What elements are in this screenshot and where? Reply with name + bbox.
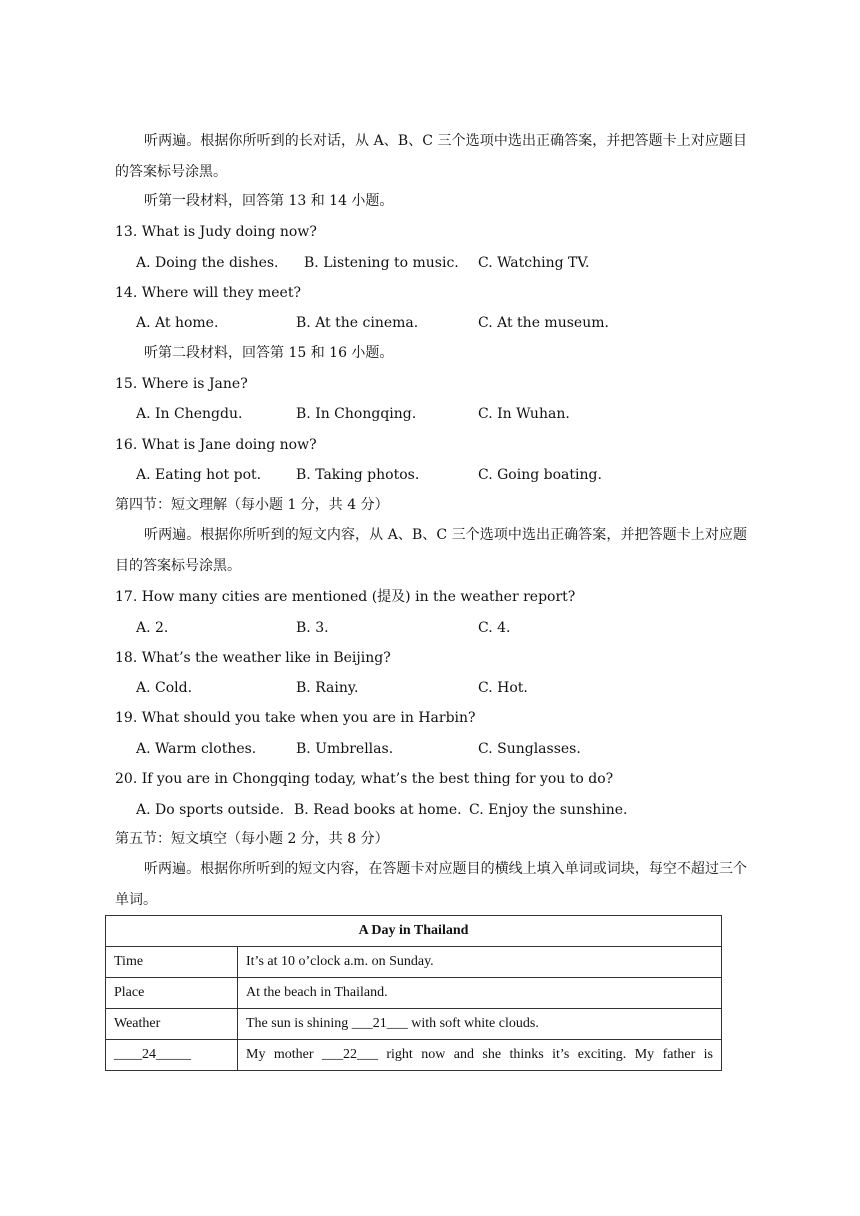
option-a: A. Cold.: [136, 680, 193, 696]
option-b: B. Taking photos.: [296, 467, 420, 483]
section4-instruction: 听两遍。根据你所听到的短文内容，从 A、B、C 三个选项中选出正确答案，并把答题卡上对应题目的答案标号涂黑。: [115, 527, 747, 574]
question-stem: 14. Where will they meet?: [115, 285, 301, 301]
option-c: C. Watching TV.: [478, 255, 590, 271]
table-row: [106, 947, 722, 978]
row-label-blank: ____24_____: [106, 1040, 238, 1071]
option-c: C. 4.: [478, 620, 511, 636]
option-b: B. Listening to music.: [304, 255, 459, 271]
option-a: A. At home.: [136, 315, 219, 331]
option-c: C. Going boating.: [478, 467, 602, 483]
option-a: A. Do sports outside.: [136, 802, 285, 818]
question-stem: 20. If you are in Chongqing today, what’s the best thing for you to do?: [115, 771, 614, 787]
table-row: [106, 1009, 722, 1040]
table-title: A Day in Thailand: [106, 916, 722, 947]
question-stem: 19. What should you take when you are in Harbin?: [115, 710, 476, 726]
question-stem: 17. How many cities are mentioned (提及) in the weather report?: [115, 589, 576, 605]
option-a: A. 2.: [136, 620, 169, 636]
row-label: Place: [106, 978, 238, 1009]
option-c: C. At the museum.: [478, 315, 609, 331]
option-b: B. 3.: [296, 620, 329, 636]
passage2-intro: 听第二段材料，回答第 15 和 16 小题。: [144, 345, 394, 361]
passage1-intro: 听第一段材料，回答第 13 和 14 小题。: [144, 193, 394, 209]
row-value: My mother ___22___ right now and she thinks it’s exciting. My father is: [238, 1040, 722, 1071]
option-b: B. Read books at home.: [294, 802, 462, 818]
option-b: B. At the cinema.: [296, 315, 419, 331]
option-a: A. Warm clothes.: [136, 741, 257, 757]
option-c: C. Hot.: [478, 680, 528, 696]
section5-instruction: 听两遍。根据你所听到的短文内容，在答题卡对应题目的横线上填入单词或词块，每空不超过三个单词。: [115, 861, 747, 908]
table-row: [106, 1040, 722, 1071]
option-b: B. Umbrellas.: [296, 741, 394, 757]
option-b: B. In Chongqing.: [296, 406, 417, 422]
row-value: At the beach in Thailand.: [238, 978, 722, 1009]
row-label: Weather: [106, 1009, 238, 1040]
question-stem: 18. What’s the weather like in Beijing?: [115, 650, 391, 666]
option-a: A. Eating hot pot.: [136, 467, 262, 483]
info-table: [105, 915, 722, 1071]
section3-instruction: 听两遍。根据你所听到的长对话，从 A、B、C 三个选项中选出正确答案，并把答题卡上对应题目的答案标号涂黑。: [115, 133, 747, 180]
row-value: The sun is shining ___21___ with soft white clouds.: [238, 1009, 722, 1040]
option-a: A. Doing the dishes.: [136, 255, 279, 271]
option-a: A. In Chengdu.: [136, 406, 243, 422]
row-label: Time: [106, 947, 238, 978]
option-c: C. Enjoy the sunshine.: [469, 802, 628, 818]
table-title-row: [106, 916, 722, 947]
option-b: B. Rainy.: [296, 680, 359, 696]
section4-heading: 第四节：短文理解（每小题 1 分，共 4 分）: [115, 497, 389, 513]
question-stem: 13. What is Judy doing now?: [115, 224, 317, 240]
option-c: C. In Wuhan.: [478, 406, 570, 422]
option-c: C. Sunglasses.: [478, 741, 581, 757]
table-row: [106, 978, 722, 1009]
question-stem: 15. Where is Jane?: [115, 376, 248, 392]
section5-heading: 第五节：短文填空（每小题 2 分，共 8 分）: [115, 831, 389, 847]
row-value: It’s at 10 o’clock a.m. on Sunday.: [238, 947, 722, 978]
question-stem: 16. What is Jane doing now?: [115, 437, 317, 453]
